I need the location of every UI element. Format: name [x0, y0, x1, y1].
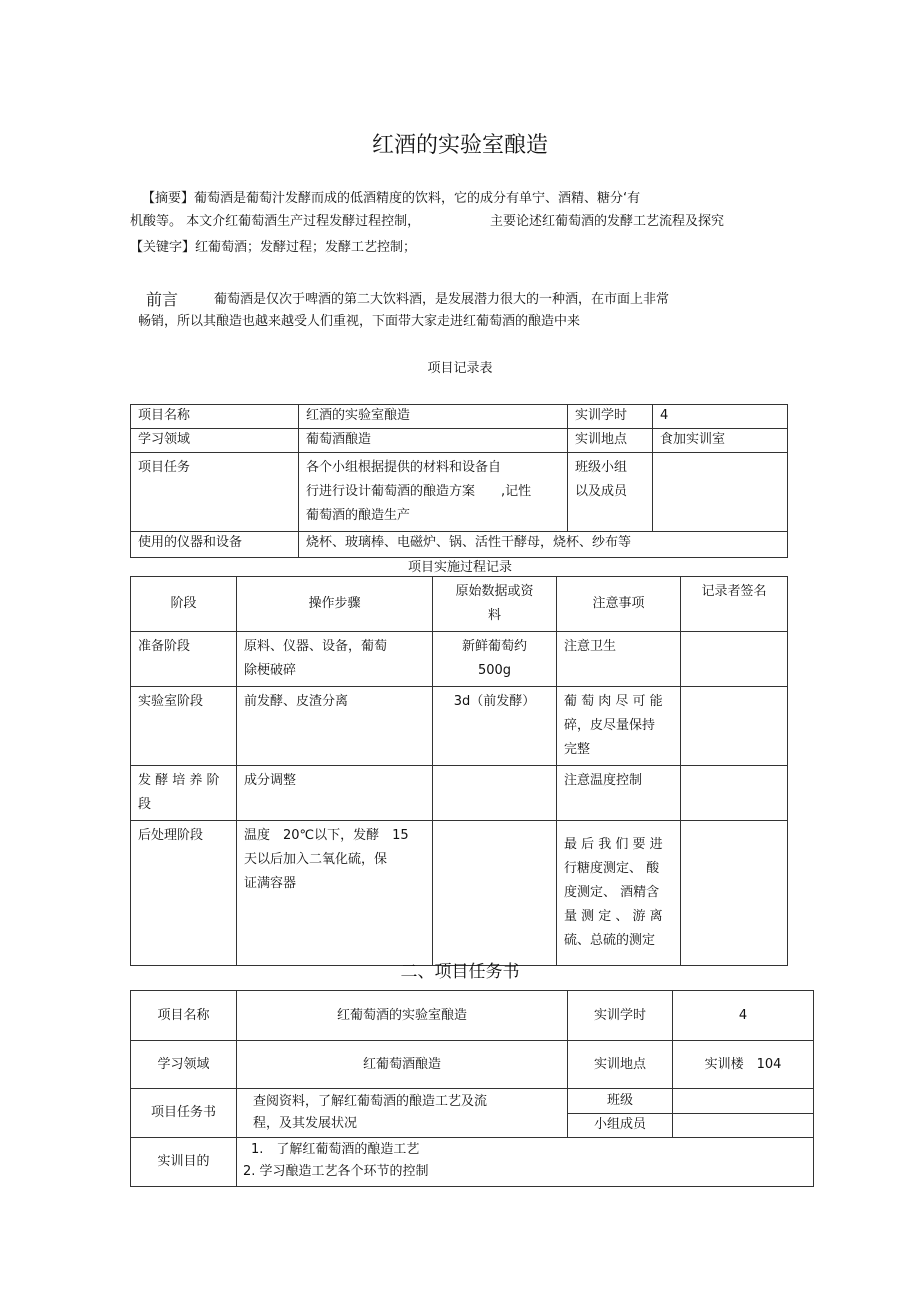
cell: 小组成员: [568, 1113, 673, 1138]
text-line: 1. 了解红葡萄酒的酿造工艺: [251, 1142, 420, 1157]
header-cell: 记录者签名: [681, 577, 788, 632]
cell: 红葡萄酒酿造: [237, 1041, 568, 1089]
project-record-table: [130, 404, 788, 558]
cell: 班级: [568, 1089, 673, 1114]
cell: [237, 632, 433, 687]
header-cell: 阶段: [131, 577, 237, 632]
cell: [557, 766, 681, 821]
cell: [557, 632, 681, 687]
table-row: [131, 766, 788, 821]
cell: [653, 453, 788, 532]
cell: [299, 453, 568, 532]
text-line: 500g: [477, 663, 512, 678]
header-cell: 注意事项: [557, 577, 681, 632]
text-line: 料: [487, 608, 501, 623]
preface-line-2: 畅销，所以其酿造也越来越受人们重视，下面带大家走进红葡萄酒的酿造中来: [138, 314, 581, 329]
header-cell: [433, 577, 557, 632]
text-line: 量 测 定 、 游 离: [564, 909, 663, 924]
cell: [433, 821, 557, 966]
section-heading: 二、项目任务书: [400, 962, 520, 982]
cell: [557, 687, 681, 766]
process-record-table: [130, 576, 788, 966]
cell: [433, 632, 557, 687]
table-row: [131, 821, 788, 966]
cell: 实训楼 104: [673, 1041, 814, 1089]
text-line: 葡 萄 肉 尽 可 能: [564, 694, 663, 709]
text-line: 以及成员: [575, 484, 628, 499]
cell: [681, 766, 788, 821]
cell: 学习领域: [131, 1041, 237, 1089]
cell: [237, 1089, 568, 1138]
cell: [237, 1138, 814, 1187]
text-line: 度测定、 酒精含: [564, 885, 660, 900]
text-line: 证满容器: [244, 876, 297, 891]
task-book-table: [130, 990, 814, 1187]
text-line: 发 酵 培 养 阶: [138, 773, 220, 788]
cell: 食加实训室: [653, 429, 788, 453]
cell: 烧杯、玻璃棒、电磁炉、锅、活性干酵母，烧杯、纱布等: [299, 532, 788, 558]
text-line: 原料、仪器、设备，葡萄: [244, 639, 388, 654]
table2-caption: 项目实施过程记录: [407, 560, 512, 575]
text-line: 3d（前发酵）: [453, 694, 536, 709]
table1-caption: 项目记录表: [427, 361, 493, 376]
text-line: 行进行设计葡萄酒的酿造方案 ,记性: [306, 484, 532, 499]
cell: 实训学时: [568, 405, 653, 429]
preface-label: 前言: [146, 290, 179, 309]
cell: 4: [653, 405, 788, 429]
text-line: 完整: [564, 742, 591, 757]
cell: 红葡萄酒的实验室酿造: [237, 991, 568, 1041]
cell: [237, 687, 433, 766]
table-row: [131, 687, 788, 766]
text-line: 查阅资料，了解红葡萄酒的酿造工艺及流: [253, 1094, 488, 1109]
text-line: 除梗破碎: [244, 663, 297, 678]
cell: 项目任务书: [131, 1089, 237, 1138]
cell: 实训学时: [568, 991, 673, 1041]
text-line: 程，及其发展状况: [253, 1116, 358, 1131]
abstract-line-2b: 主要论述红葡萄酒的发酵工艺流程及探究: [490, 214, 725, 229]
cell: 实训地点: [568, 429, 653, 453]
cell: [557, 821, 681, 966]
cell: 实训目的: [131, 1138, 237, 1187]
cell: [131, 687, 237, 766]
text-line: 注意温度控制: [564, 773, 643, 788]
cell: [237, 766, 433, 821]
cell: [568, 453, 653, 532]
document-title: 红酒的实验室酿造: [371, 133, 548, 158]
text-line: 温度 20℃以下，发酵 15: [244, 828, 409, 843]
cell: [433, 687, 557, 766]
text-line: 最 后 我 们 要 进: [564, 837, 663, 852]
cell: 学习领域: [131, 429, 299, 453]
table-row: [131, 632, 788, 687]
text-line: 后处理阶段: [138, 828, 204, 843]
text-line: 准备阶段: [138, 639, 191, 654]
text-line: 原始数据或资: [455, 584, 534, 599]
text-line: 新鲜葡萄约: [461, 639, 527, 654]
abstract-line-1: 【摘要】葡萄酒是葡萄汁发酵而成的低酒精度的饮料，它的成分有单宁、酒精、糖分‘有: [142, 191, 641, 206]
text-line: 天以后加入二氧化硫，保: [244, 852, 388, 867]
text-line: 成分调整: [244, 773, 297, 788]
cell: 葡萄酒酿造: [299, 429, 568, 453]
cell: [673, 1089, 814, 1114]
cell: [131, 766, 237, 821]
cell: [237, 821, 433, 966]
cell: [131, 821, 237, 966]
text-line: 2. 学习酿造工艺各个环节的控制: [243, 1164, 429, 1179]
cell: [681, 821, 788, 966]
text-line: 葡萄酒的酿造生产: [306, 508, 411, 523]
text-line: 前发酵、皮渣分离: [244, 694, 349, 709]
cell: 使用的仪器和设备: [131, 532, 299, 558]
cell: 4: [673, 991, 814, 1041]
cell: 实训地点: [568, 1041, 673, 1089]
text-line: 硫、总硫的测定: [564, 933, 656, 948]
cell: [131, 632, 237, 687]
text-line: 段: [138, 797, 152, 812]
text-line: 行糖度测定、 酸: [564, 861, 660, 876]
cell: [681, 632, 788, 687]
text-line: 各个小组根据提供的材料和设备自: [306, 460, 502, 475]
header-cell: 操作步骤: [237, 577, 433, 632]
keywords: 【关键字】红葡萄酒；发酵过程；发酵工艺控制；: [130, 240, 417, 255]
cell: [673, 1113, 814, 1138]
text-line: 班级小组: [575, 460, 628, 475]
cell: [433, 766, 557, 821]
preface-line-1: 葡萄酒是仅次于啤酒的第二大饮料酒，是发展潜力很大的一种酒，在市面上非常: [214, 292, 670, 307]
cell: 项目名称: [131, 991, 237, 1041]
text-line: 实验室阶段: [138, 694, 204, 709]
text-line: 碎，皮尽量保持: [564, 718, 656, 733]
cell: 项目名称: [131, 405, 299, 429]
cell: [681, 687, 788, 766]
text-line: 注意卫生: [564, 639, 617, 654]
cell: 红酒的实验室酿造: [299, 405, 568, 429]
cell: 项目任务: [131, 453, 299, 532]
abstract-line-2a: 机酸等。 本文介红葡萄酒生产过程发酵过程控制，: [130, 214, 421, 229]
